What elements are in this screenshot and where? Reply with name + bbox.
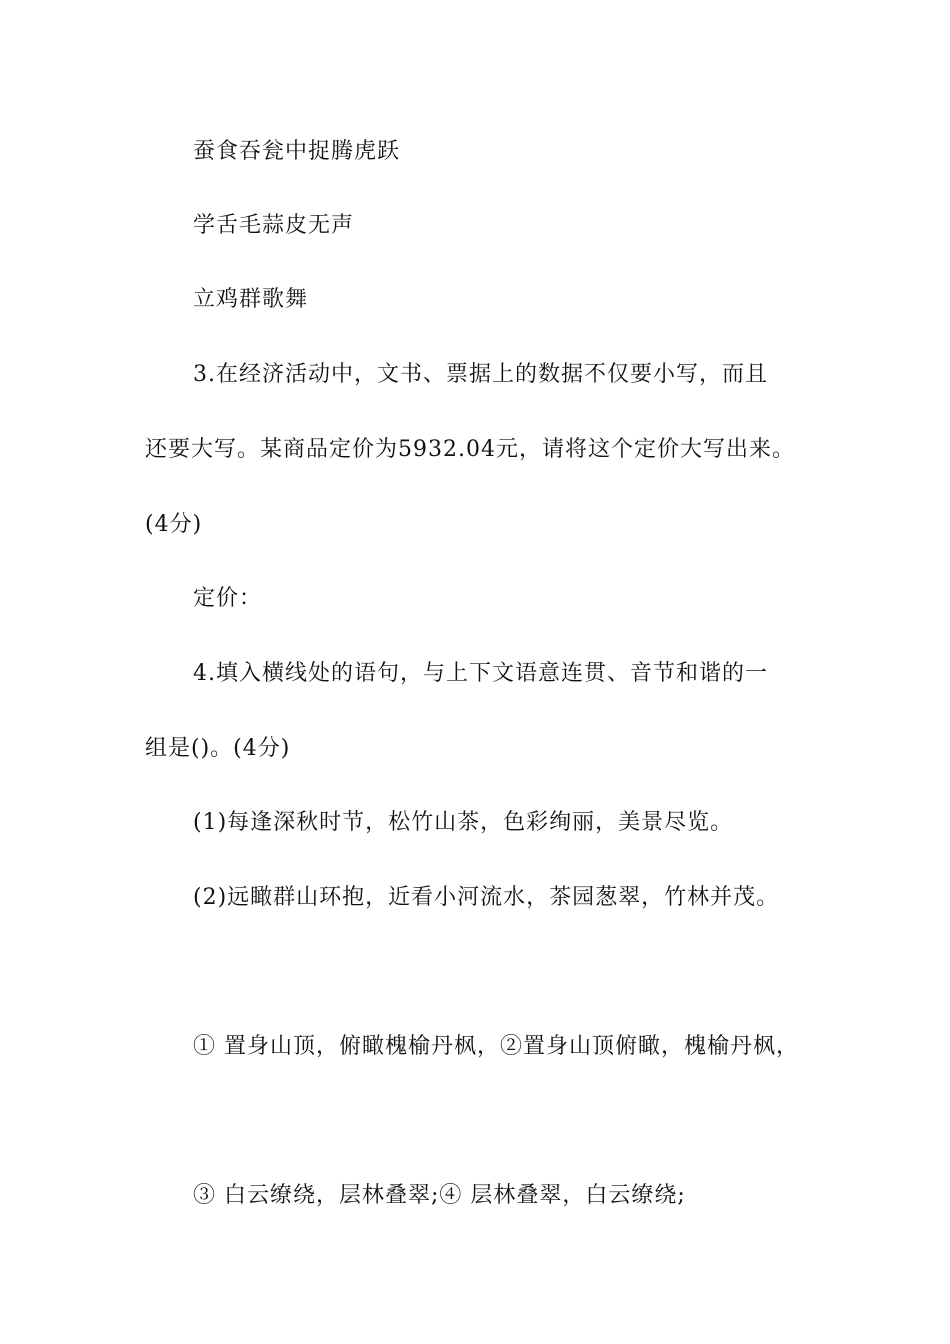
option-line-1: ① 置身山顶，俯瞰槐榆丹枫，②置身山顶俯瞰，槐榆丹枫，: [193, 1034, 799, 1059]
question-3-line-1: 3.在经济活动中，文书、票据上的数据不仅要小写，而且: [193, 362, 768, 387]
sentence-2: (2)远瞰群山环抱，近看小河流水，茶园葱翠，竹林并茂。: [193, 885, 780, 910]
sentence-1: (1)每逢深秋时节，松竹山茶，色彩绚丽，美景尽览。: [193, 810, 734, 835]
word-list-line-1: 蚕食吞瓮中捉腾虎跃: [193, 139, 401, 164]
question-3-line-2: 还要大写。某商品定价为5932.04元，请将这个定价大写出来。: [145, 437, 795, 462]
answer-price-label: 定价：: [193, 586, 263, 611]
word-list-line-2: 学舌毛蒜皮无声: [193, 213, 355, 238]
question-4-line-2: 组是()。(4分): [145, 736, 291, 761]
question-3-points: (4分): [145, 512, 203, 537]
option-line-2: ③ 白云缭绕，层林叠翠;④ 层林叠翠，白云缭绕;: [193, 1183, 686, 1208]
question-4-line-1: 4.填入横线处的语句，与上下文语意连贯、音节和谐的一: [193, 661, 768, 686]
word-list-line-3: 立鸡群歌舞: [193, 287, 309, 312]
